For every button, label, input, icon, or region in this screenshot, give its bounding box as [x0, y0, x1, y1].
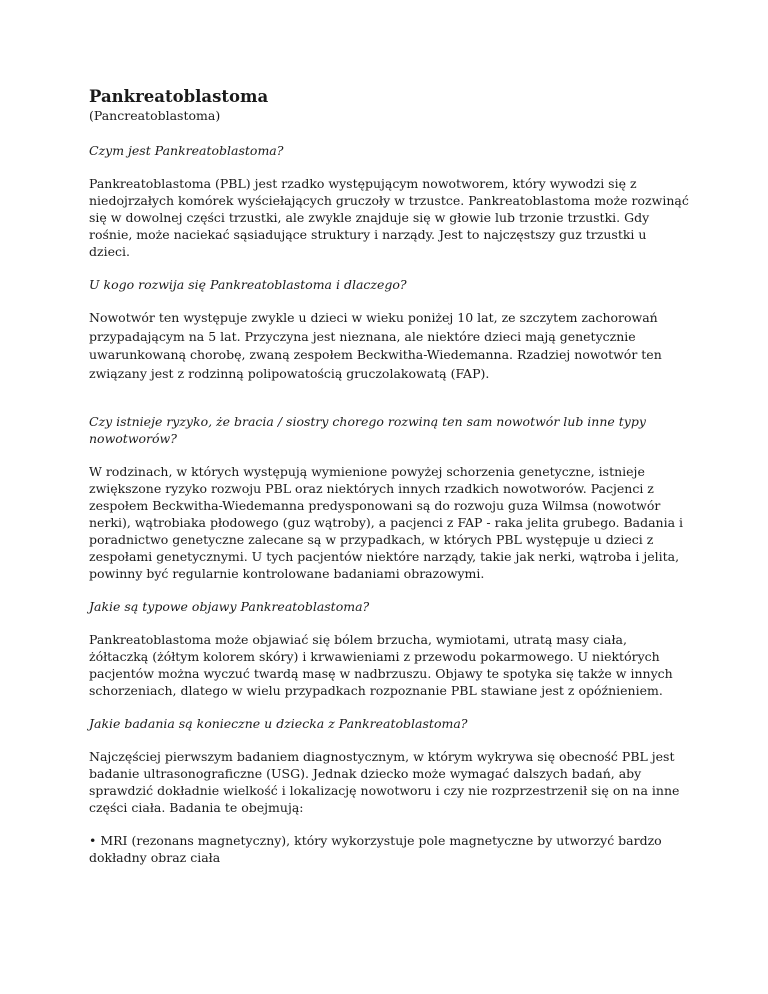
document-title: Pankreatoblastoma	[89, 87, 269, 106]
section-paragraph: Pankreatoblastoma (PBL) jest rzadko występującym nowotworem, który wywodzi się z niedojrzałych komórek wyściełających gruczoły w trzustce. Pankreatoblastoma może rozwinąć się w dowolnej części trzustki, ale zwykle znajduje się w głowie lub trzonie trzustki. Gdy rośnie, może naciekać sąsiadujące struktury i narządy. Jest to najczęstszy guz trzustki u dzieci.	[89, 176, 689, 259]
section-question: Czy istnieje ryzyko, że bracia / siostry chorego rozwiną ten sam nowotwór lub inne typy nowotworów?	[89, 414, 646, 446]
section-question: Czym jest Pankreatoblastoma?	[89, 143, 284, 158]
section-paragraph: Pankreatoblastoma może objawiać się bólem brzucha, wymiotami, utratą masy ciała, żółtaczką (żółtym kolorem skóry) i krwawieniami z przewodu pokarmowego. U niektórych pacjentów można wyczuć twardą masę w nadbrzuszu. Objawy te spotyka się także w innych schorzeniach, dlatego w wielu przypadkach rozpoznanie PBL stawiane jest z opóźnieniem.	[89, 632, 673, 698]
bullet-item: • MRI (rezonans magnetyczny), który wykorzystuje pole magnetyczne by utworzyć bardzo dokładny obraz ciała	[89, 833, 662, 865]
document-subtitle: (Pancreatoblastoma)	[89, 108, 221, 123]
section-question: U kogo rozwija się Pankreatoblastoma i dlaczego?	[89, 277, 407, 292]
section-question: Jakie są typowe objawy Pankreatoblastoma?	[89, 599, 370, 614]
section-question: Jakie badania są konieczne u dziecka z Pankreatoblastoma?	[89, 716, 468, 731]
section-paragraph: Najczęściej pierwszym badaniem diagnostycznym, w którym wykrywa się obecność PBL jest badanie ultrasonograficzne (USG). Jednak dziecko może wymagać dalszych badań, aby sprawdzić dokładnie wielkość i lokalizację nowotworu i czy nie rozprzestrzenił się on na inne części ciała. Badania te obejmują:	[89, 749, 680, 815]
section-paragraph: Nowotwór ten występuje zwykle u dzieci w wieku poniżej 10 lat, ze szczytem zachorowań przypadającym na 5 lat. Przyczyna jest nieznana, ale niektóre dzieci mają genetycznie uwarunkowaną chorobę, zwaną zespołem Beckwitha-Wiedemanna. Rzadziej nowotwór ten związany jest z rodzinną polipowatością gruczolakowatą (FAP).	[89, 310, 662, 381]
document-page	[89, 86, 689, 866]
section-paragraph: W rodzinach, w których występują wymienione powyżej schorzenia genetyczne, istnieje zwiększone ryzyko rozwoju PBL oraz niektórych innych rzadkich nowotworów. Pacjenci z zespołem Beckwitha-Wiedemanna predysponowani są do rozwoju guza Wilmsa (nowotwór nerki), wątrobiaka płodowego (guz wątroby), a pacjenci z FAP - raka jelita grubego. Badania i poradnictwo genetyczne zalecane są w przypadkach, w których PBL występuje u dzieci z zespołami genetycznymi. U tych pacjentów niektóre narządy, takie jak nerki, wątroba i jelita, powinny być regularnie kontrolowane badaniami obrazowymi.	[89, 464, 684, 581]
